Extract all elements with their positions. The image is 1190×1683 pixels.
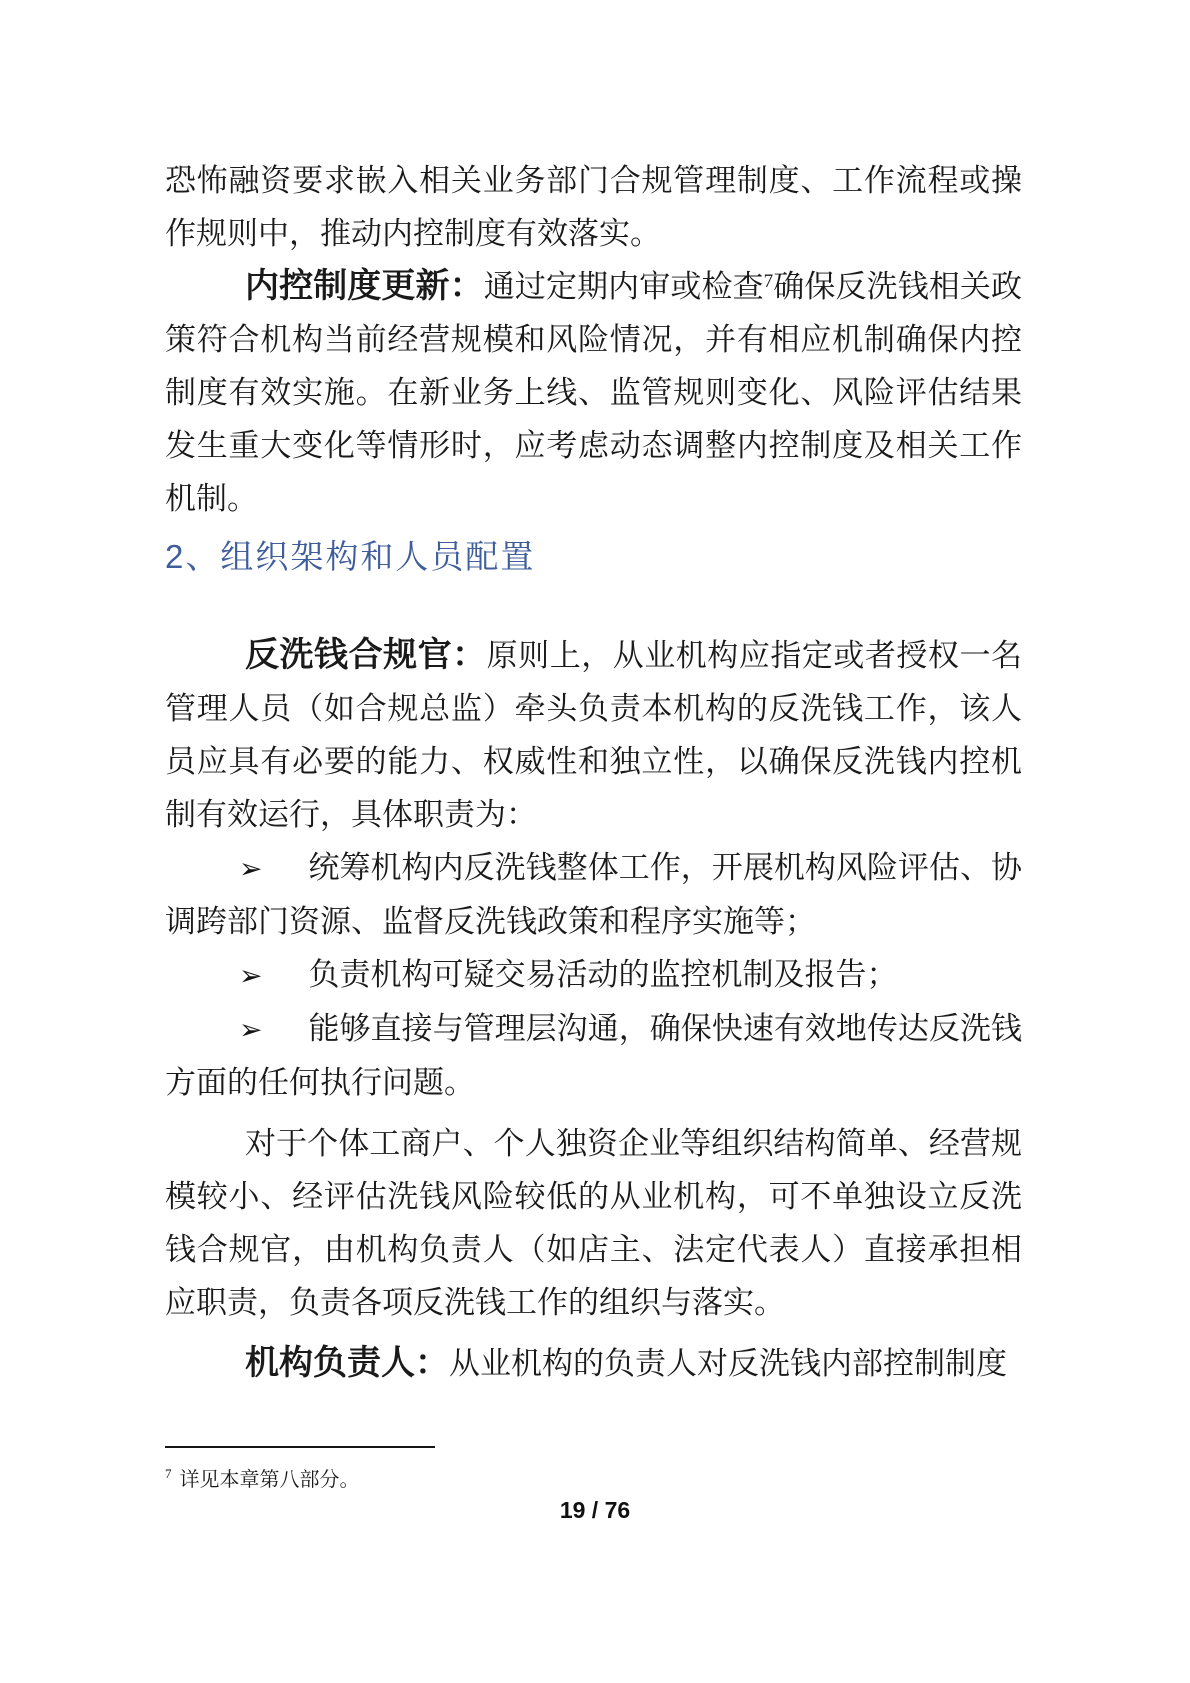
paragraph-internal-control-update <box>165 260 1022 525</box>
paragraph-lead-bold: 内控制度更新： <box>245 268 484 305</box>
paragraph-lead-bold: 机构负责人： <box>245 1345 449 1382</box>
paragraph-small-institutions: 对于个体工商户、个人独资企业等组织结构简单、经营规模较小、经评估洗钱风险较低的从业机构，可不单独设立反洗钱合规官，由机构负责人（如店主、法定代表人）直接承担相应职责，负责各项反洗钱工作的组织与落实。 <box>165 1126 1022 1320</box>
paragraph-continuation: 恐怖融资要求嵌入相关业务部门合规管理制度、工作流程或操作规则中，推动内控制度有效落实。 <box>165 163 1022 251</box>
footnote-marker-7: 7 <box>165 1466 172 1481</box>
page-number: 19 / 76 <box>559 1497 631 1523</box>
arrowhead-bullet-icon: ➢ <box>239 959 263 992</box>
bullet-text: 统筹机构内反洗钱整体工作，开展机构风险评估、协调跨部门资源、监督反洗钱政策和程序实施等； <box>165 850 1022 939</box>
footnote-separator-rule <box>165 1446 435 1448</box>
page-body <box>165 154 1022 1390</box>
footnote <box>165 1456 1022 1498</box>
paragraph-institution-head <box>165 1337 1022 1390</box>
footnote-reference-7: 7 <box>763 271 774 292</box>
paragraph-text: 通过定期内审或检查 <box>483 269 764 304</box>
section-heading-2: 2、组织架构和人员配置 <box>165 538 536 575</box>
bullet-item <box>165 1002 1022 1109</box>
bullet-text: 能够直接与管理层沟通，确保快速有效地传达反洗钱方面的任何执行问题。 <box>165 1011 1022 1100</box>
footnote-text: 详见本章第八部分。 <box>179 1469 360 1491</box>
paragraph-text: 原则上，从业机构应指定或者授权一名管理人员（如合规总监）牵头负责本机构的反洗钱工作，该人员应具有必要的能力、权威性和独立性，以确保反洗钱内控机制有效运行，具体职责为： <box>165 638 1023 832</box>
arrowhead-bullet-icon: ➢ <box>239 1013 263 1046</box>
paragraph-lead-bold: 反洗钱合规官： <box>245 637 487 674</box>
paragraph-text: 从业机构的负责人对反洗钱内部控制制度 <box>449 1346 1007 1381</box>
paragraph-text: 确保反洗钱相关政策符合机构当前经营规模和风险情况，并有相应机制确保内控制度有效实施。在新业务上线、监管规则变化、风险评估结果发生重大变化等情形时，应考虑动态调整内控制度及相关工作机制。 <box>165 269 1023 516</box>
bullet-item <box>165 841 1022 948</box>
paragraph-aml-compliance-officer <box>165 629 1022 841</box>
bullet-text: 负责机构可疑交易活动的监控机制及报告； <box>308 957 898 992</box>
bullet-item <box>165 948 1022 1002</box>
arrowhead-bullet-icon: ➢ <box>239 852 263 885</box>
